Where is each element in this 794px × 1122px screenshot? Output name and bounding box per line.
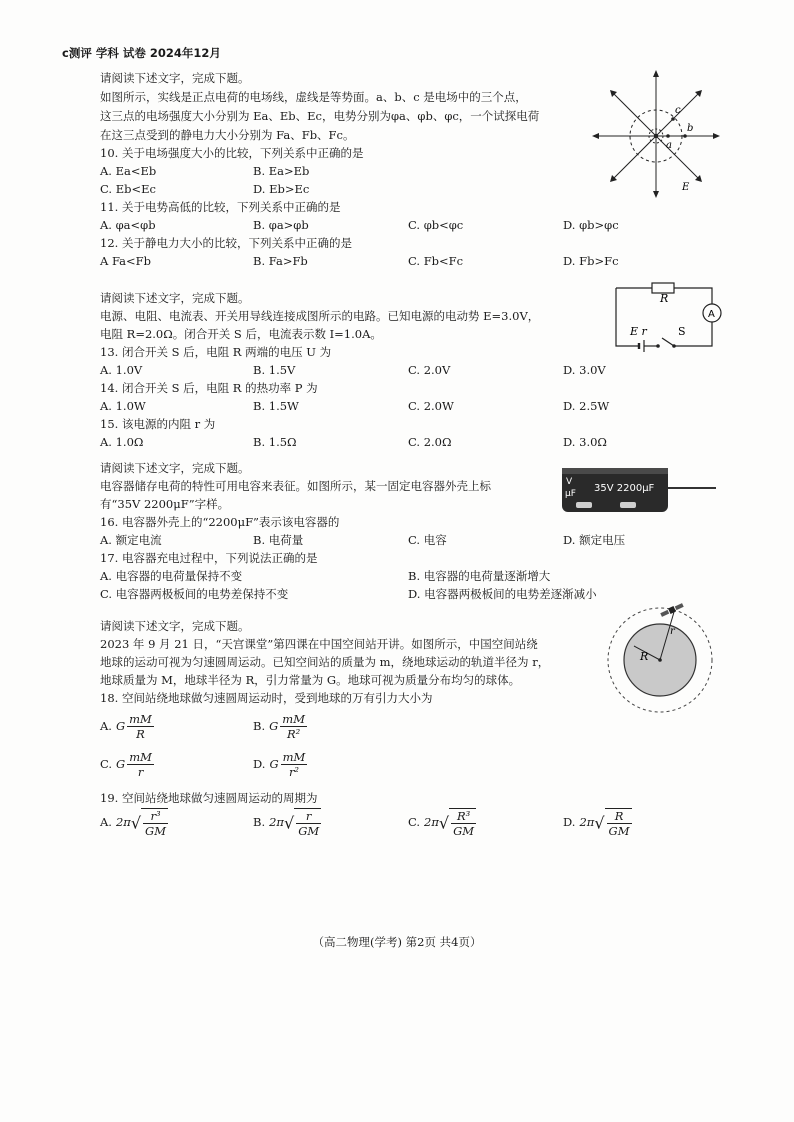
q15-option-d[interactable]: D. 3.0Ω <box>563 435 607 449</box>
fraction <box>127 750 154 779</box>
page-footer: （高二物理(学考) 第2页 共4页） <box>312 935 482 949</box>
q15-stem: 15. 该电源的内阻 r 为 <box>100 417 216 431</box>
q13-option-b[interactable]: B. 1.5V <box>253 363 296 377</box>
fraction <box>143 809 168 838</box>
q11-option-d[interactable]: D. φb>φc <box>563 218 619 232</box>
fraction <box>607 809 632 838</box>
numerator: mM <box>129 750 152 764</box>
numerator: r <box>305 809 312 823</box>
q15-option-c[interactable]: C. 2.0Ω <box>408 435 452 449</box>
q13-option-c[interactable]: C. 2.0V <box>408 363 451 377</box>
radical-icon: √ <box>283 813 295 833</box>
capacitor-v-label: V <box>566 477 573 487</box>
q19-option-d[interactable] <box>563 808 632 838</box>
q17-option-a[interactable]: A. 电容器的电荷量保持不变 <box>100 569 243 583</box>
capacitor-figure <box>560 464 716 518</box>
q18-option-a[interactable] <box>100 712 154 741</box>
q13-option-a[interactable]: A. 1.0V <box>100 363 143 377</box>
q13-option-d[interactable]: D. 3.0V <box>563 363 606 377</box>
q16-stem: 16. 电容器外壳上的“2200μF”表示该电容器的 <box>100 515 340 529</box>
fraction <box>451 809 476 838</box>
denominator: r <box>127 764 154 779</box>
square-root <box>284 808 321 838</box>
q14-stem: 14. 闭合开关 S 后，电阻 R 的热功率 P 为 <box>100 381 318 395</box>
q17-stem: 17. 电容器充电过程中，下列说法正确的是 <box>100 551 318 565</box>
q19-option-b[interactable] <box>253 808 321 838</box>
field-e-label: E <box>682 182 690 193</box>
section4-intro: 请阅读下述文字，完成下题。 <box>100 619 250 633</box>
q17-option-d[interactable]: D. 电容器两极板间的电势差逐渐减小 <box>408 587 597 601</box>
q10-stem: 10. 关于电场强度大小的比较，下列关系中正确的是 <box>100 146 364 160</box>
section1-line: 在这三点受到的静电力大小分别为 Fa、Fb、Fc。 <box>100 128 355 142</box>
circuit-figure <box>612 280 722 354</box>
denominator: GM <box>608 824 630 838</box>
radical-icon: √ <box>438 813 450 833</box>
section4-line: 2023 年 9 月 21 日，“天宫课堂”第四课在中国空间站开讲。如图所示，中国空间站绕 <box>100 637 538 651</box>
numerator: R³ <box>456 809 471 823</box>
q16-option-a[interactable]: A. 额定电流 <box>100 533 162 547</box>
q12-option-d[interactable]: D. Fb>Fc <box>563 254 619 268</box>
q19-stem: 19. 空间站绕地球做匀速圆周运动的周期为 <box>100 791 318 805</box>
numerator: mM <box>282 712 305 726</box>
option-label: D. <box>253 756 266 771</box>
denominator: GM <box>298 824 320 838</box>
space-station-icon <box>660 602 684 618</box>
square-root <box>131 808 168 838</box>
source-label: E r <box>630 325 647 338</box>
option-label: D. <box>563 815 576 829</box>
point-c-label: c <box>675 105 681 116</box>
denominator: GM <box>453 824 475 838</box>
option-label: A. <box>100 815 112 829</box>
q17-option-c[interactable]: C. 电容器两极板间的电势差保持不变 <box>100 587 289 601</box>
section2-line: 电阻 R=2.0Ω。闭合开关 S 后，电流表示数 I=1.0A。 <box>100 327 382 341</box>
section2-intro: 请阅读下述文字，完成下题。 <box>100 291 250 305</box>
denominator: R <box>127 726 154 741</box>
orbit-figure <box>600 598 720 718</box>
q11-stem: 11. 关于电势高低的比较，下列关系中正确的是 <box>100 200 341 214</box>
numerator: mM <box>282 750 306 764</box>
orbit-radius-label: r <box>670 626 675 637</box>
q18-stem: 18. 空间站绕地球做匀速圆周运动时，受到地球的万有引力大小为 <box>100 691 433 705</box>
option-label: B. <box>253 815 266 829</box>
q13-stem: 13. 闭合开关 S 后，电阻 R 两端的电压 U 为 <box>100 345 332 359</box>
radical-icon: √ <box>130 813 142 833</box>
q10-option-a[interactable]: A. Ea<Eb <box>100 164 157 178</box>
switch-label: S <box>678 325 686 338</box>
capacitor-rating-label: 35V 2200μF <box>594 483 655 494</box>
exam-header: c测评 学科 试卷 2024年12月 <box>62 46 221 60</box>
denominator: GM <box>145 824 167 838</box>
gravity-constant: G <box>116 756 126 771</box>
point-b-label: b <box>687 123 694 134</box>
q12-option-b[interactable]: B. Fa>Fb <box>253 254 308 268</box>
two-pi: 2π <box>269 815 284 829</box>
capacitor-uf-label: μF <box>565 489 576 499</box>
numerator: R <box>614 809 624 823</box>
q10-option-d[interactable]: D. Eb>Ec <box>253 182 310 196</box>
section4-line: 地球质量为 M，地球半径为 R，引力常量为 G。地球可视为质量分布均匀的球体。 <box>100 673 521 687</box>
square-root <box>594 808 631 838</box>
numerator: r³ <box>150 809 161 823</box>
gravity-constant: G <box>269 718 279 733</box>
q19-option-a[interactable] <box>100 808 168 838</box>
q11-option-c[interactable]: C. φb<φc <box>408 218 464 232</box>
fraction <box>281 750 308 779</box>
earth-radius-label: R <box>640 650 649 663</box>
section3-line: 有“35V 2200μF”字样。 <box>100 497 230 511</box>
q14-option-b[interactable]: B. 1.5W <box>253 399 299 413</box>
denominator: r² <box>281 764 308 779</box>
numerator: mM <box>129 712 152 726</box>
section3-line: 电容器储存电荷的特性可用电容来表征。如图所示，某一固定电容器外壳上标 <box>100 479 491 493</box>
q19-option-c[interactable] <box>408 808 476 838</box>
radical-icon: √ <box>594 813 605 833</box>
ammeter-label: A <box>708 309 715 320</box>
q12-option-c[interactable]: C. Fb<Fc <box>408 254 464 268</box>
two-pi: 2π <box>579 815 595 829</box>
q12-stem: 12. 关于静电力大小的比较，下列关系中正确的是 <box>100 236 352 250</box>
section1-line: 这三点的电场强度大小分别为 Ea、Eb、Ec，电势分别为φa、φb、φc，一个试探电荷 <box>100 109 540 123</box>
square-root <box>439 808 476 838</box>
point-a-label: a <box>666 140 672 151</box>
q14-option-d[interactable]: D. 2.5W <box>563 399 610 413</box>
fraction <box>127 712 154 741</box>
q17-option-b[interactable]: B. 电容器的电荷量逐渐增大 <box>408 569 551 583</box>
option-label: C. <box>408 815 421 829</box>
q18-option-d[interactable] <box>253 750 307 779</box>
q15-option-a[interactable]: A. 1.0Ω <box>100 435 144 449</box>
q14-option-c[interactable]: C. 2.0W <box>408 399 454 413</box>
two-pi: 2π <box>424 815 439 829</box>
gravity-constant: G <box>269 756 279 771</box>
section4-line: 地球的运动可视为匀速圆周运动。已知空间站的质量为 m，绕地球运动的轨道半径为 r， <box>100 655 550 669</box>
q10-option-c[interactable]: C. Eb<Ec <box>100 182 156 196</box>
two-pi: 2π <box>115 815 131 829</box>
denominator: R² <box>280 726 307 741</box>
section3-intro: 请阅读下述文字，完成下题。 <box>100 461 250 475</box>
section1-intro: 请阅读下述文字，完成下题。 <box>100 71 250 85</box>
resistor-label: R <box>660 292 669 305</box>
q16-option-c[interactable]: C. 电容 <box>408 533 447 547</box>
q12-option-a[interactable]: A Fa<Fb <box>100 254 151 268</box>
fraction <box>296 809 321 838</box>
section1-line: 如图所示，实线是正点电荷的电场线，虚线是等势面。a、b、c 是电场中的三个点， <box>100 90 527 104</box>
q11-option-a[interactable]: A. φa<φb <box>100 218 156 232</box>
q11-option-b[interactable]: B. φa>φb <box>253 218 309 232</box>
option-label: B. <box>253 718 266 733</box>
q14-option-a[interactable]: A. 1.0W <box>100 399 146 413</box>
q16-option-d[interactable]: D. 额定电压 <box>563 533 626 547</box>
option-label: C. <box>100 756 113 771</box>
section2-line: 电源、电阻、电流表、开关用导线连接成图所示的电路。已知电源的电动势 E=3.0V， <box>100 309 540 323</box>
fraction <box>280 712 307 741</box>
q18-option-c[interactable] <box>100 750 154 779</box>
q15-option-b[interactable]: B. 1.5Ω <box>253 435 297 449</box>
q10-option-b[interactable]: B. Ea>Eb <box>253 164 310 178</box>
electric-field-figure <box>592 68 722 198</box>
q18-option-b[interactable] <box>253 712 307 741</box>
option-label: A. <box>100 718 112 733</box>
q16-option-b[interactable]: B. 电荷量 <box>253 533 304 547</box>
gravity-constant: G <box>115 718 126 733</box>
